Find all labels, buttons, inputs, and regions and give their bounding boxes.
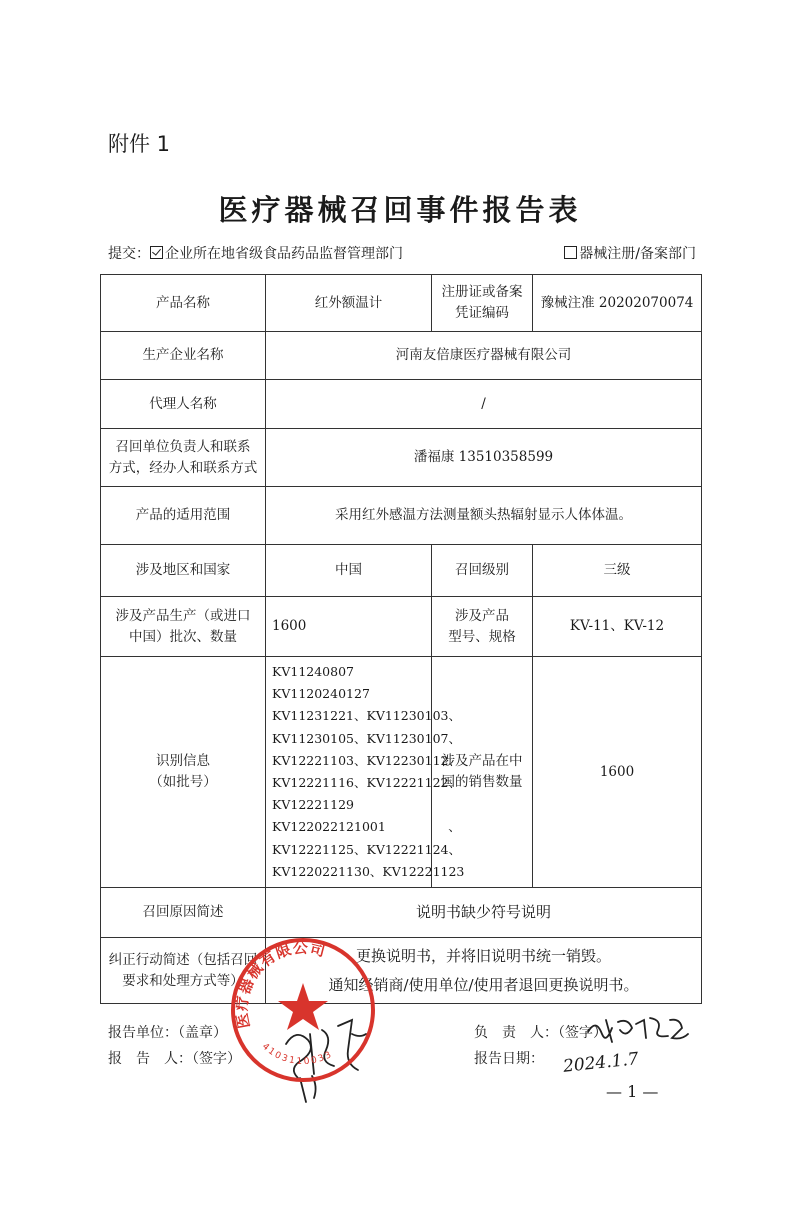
action-line1: 更换说明书，并将旧说明书统一销毁。 — [355, 947, 611, 966]
batch-id-item: KV11240807 — [272, 664, 354, 679]
model-label — [432, 597, 533, 657]
reg-label-line2: 凭证编码 — [455, 305, 509, 321]
submit-option-province: 企业所在地省级食品药品监督管理部门 — [165, 246, 403, 262]
recall-report-table — [100, 274, 702, 1004]
manufacturer-label: 生产企业名称 — [101, 332, 266, 380]
reg-number-label — [432, 275, 533, 332]
seal-code: 4103110033 — [259, 1041, 335, 1068]
table-row — [101, 429, 702, 487]
company-seal-icon — [228, 935, 378, 1085]
attachment-label: 附件 1 — [108, 132, 171, 156]
page-number: — 1 — — [606, 1082, 659, 1101]
batch-id-item: KV1220221130、KV12221123 — [272, 863, 465, 879]
contact-label — [101, 429, 266, 487]
batch-id-item: KV12221129 — [272, 797, 354, 813]
contact-label-line2: 方式，经办人和联系方式 — [108, 459, 258, 476]
seal-text: 医疗器械有限公司 — [232, 938, 329, 1030]
batch-label — [101, 597, 266, 657]
reason-value: 说明书缺少符号说明 — [266, 888, 702, 938]
responsible-signature-icon — [584, 1012, 704, 1046]
action-line2: 通知经销商/使用单位/使用者退回更换说明书。 — [328, 975, 639, 994]
recall-level-value: 三级 — [533, 545, 702, 597]
handwritten-date: 2024.1.7 — [562, 1049, 640, 1077]
batch-id-item: KV12221125、KV12221124、 — [272, 841, 461, 857]
table-row — [101, 657, 702, 888]
batch-label-line2: 中国）批次、数量 — [129, 628, 237, 645]
table-row — [101, 380, 702, 429]
submit-line — [108, 243, 403, 263]
scope-label: 产品的适用范围 — [101, 487, 266, 545]
reason-label: 召回原因简述 — [101, 888, 266, 938]
table-row — [101, 545, 702, 597]
checked-box-icon[interactable] — [150, 246, 163, 259]
contact-value: 潘福康 13510358599 — [266, 429, 702, 487]
id-info-label — [101, 657, 266, 888]
contact-label-line1: 召回单位负责人和联系 — [115, 438, 251, 455]
agent-value: / — [266, 380, 702, 429]
submit-option-registration-label: 器械注册/备案部门 — [579, 246, 696, 262]
table-row — [101, 332, 702, 380]
batch-id-item: KV1120240127 — [272, 686, 370, 702]
submit-prefix: 提交： — [108, 246, 150, 262]
responsible-label: 负 责 人：（签字） — [474, 1025, 607, 1041]
report-date-label: 报告日期： — [474, 1051, 544, 1067]
batch-id-item: KV12221103、KV12230112、 — [272, 752, 461, 768]
product-name-value: 红外额温计 — [266, 275, 432, 332]
table-row — [101, 938, 702, 1004]
scope-value: 采用红外感温方法测量额头热辐射显示人体体温。 — [266, 487, 702, 545]
batch-id-item: KV11231221、KV11230103、 — [272, 708, 461, 724]
submit-option-registration — [564, 243, 696, 263]
reporter-label: 报 告 人：（签字） — [108, 1051, 241, 1067]
region-value: 中国 — [266, 545, 432, 597]
report-unit-label: 报告单位：（盖章） — [108, 1025, 227, 1041]
manufacturer-value: 河南友倍康医疗器械有限公司 — [266, 332, 702, 380]
table-row — [101, 888, 702, 938]
table-row — [101, 275, 702, 332]
table-row — [101, 597, 702, 657]
sales-label-line2: 国的销售数量 — [441, 774, 523, 791]
action-label-line2: 要求和处理方式等） — [122, 972, 244, 989]
product-name-label: 产品名称 — [101, 275, 266, 332]
id-info-list — [266, 657, 465, 888]
model-label-line2: 型号、规格 — [448, 628, 516, 645]
id-label-line2: （如批号） — [149, 774, 217, 791]
sales-label-line1: 涉及产品在中 — [441, 753, 523, 770]
region-label: 涉及地区和国家 — [101, 545, 266, 597]
action-label-line1: 纠正行动简述（包括召回 — [108, 951, 258, 968]
sales-quantity: 1600 — [533, 657, 702, 888]
model-value: KV-11、KV-12 — [533, 597, 702, 657]
agent-label: 代理人名称 — [101, 380, 266, 429]
batch-quantity: 1600 — [266, 597, 432, 657]
empty-box-icon[interactable] — [564, 246, 577, 259]
batch-label-line1: 涉及产品生产（或进口 — [115, 607, 251, 624]
table-row — [101, 487, 702, 545]
page-title: 医疗器械召回事件报告表 — [218, 193, 582, 227]
model-label-line1: 涉及产品 — [455, 607, 509, 624]
batch-id-item: KV11230105、KV11230107、 — [272, 730, 461, 746]
id-label-line1: 识别信息 — [156, 753, 210, 770]
svg-text:4103110033 — [260, 1042, 335, 1067]
recall-level-label: 召回级别 — [432, 545, 533, 597]
batch-id-item: KV12221116、KV12221122、 — [272, 775, 461, 791]
reg-label-line1: 注册证或备案 — [441, 284, 523, 301]
reg-number-value: 豫械注准 20202070074 — [533, 275, 702, 332]
batch-id-item: KV122022121001 、 — [272, 819, 461, 835]
